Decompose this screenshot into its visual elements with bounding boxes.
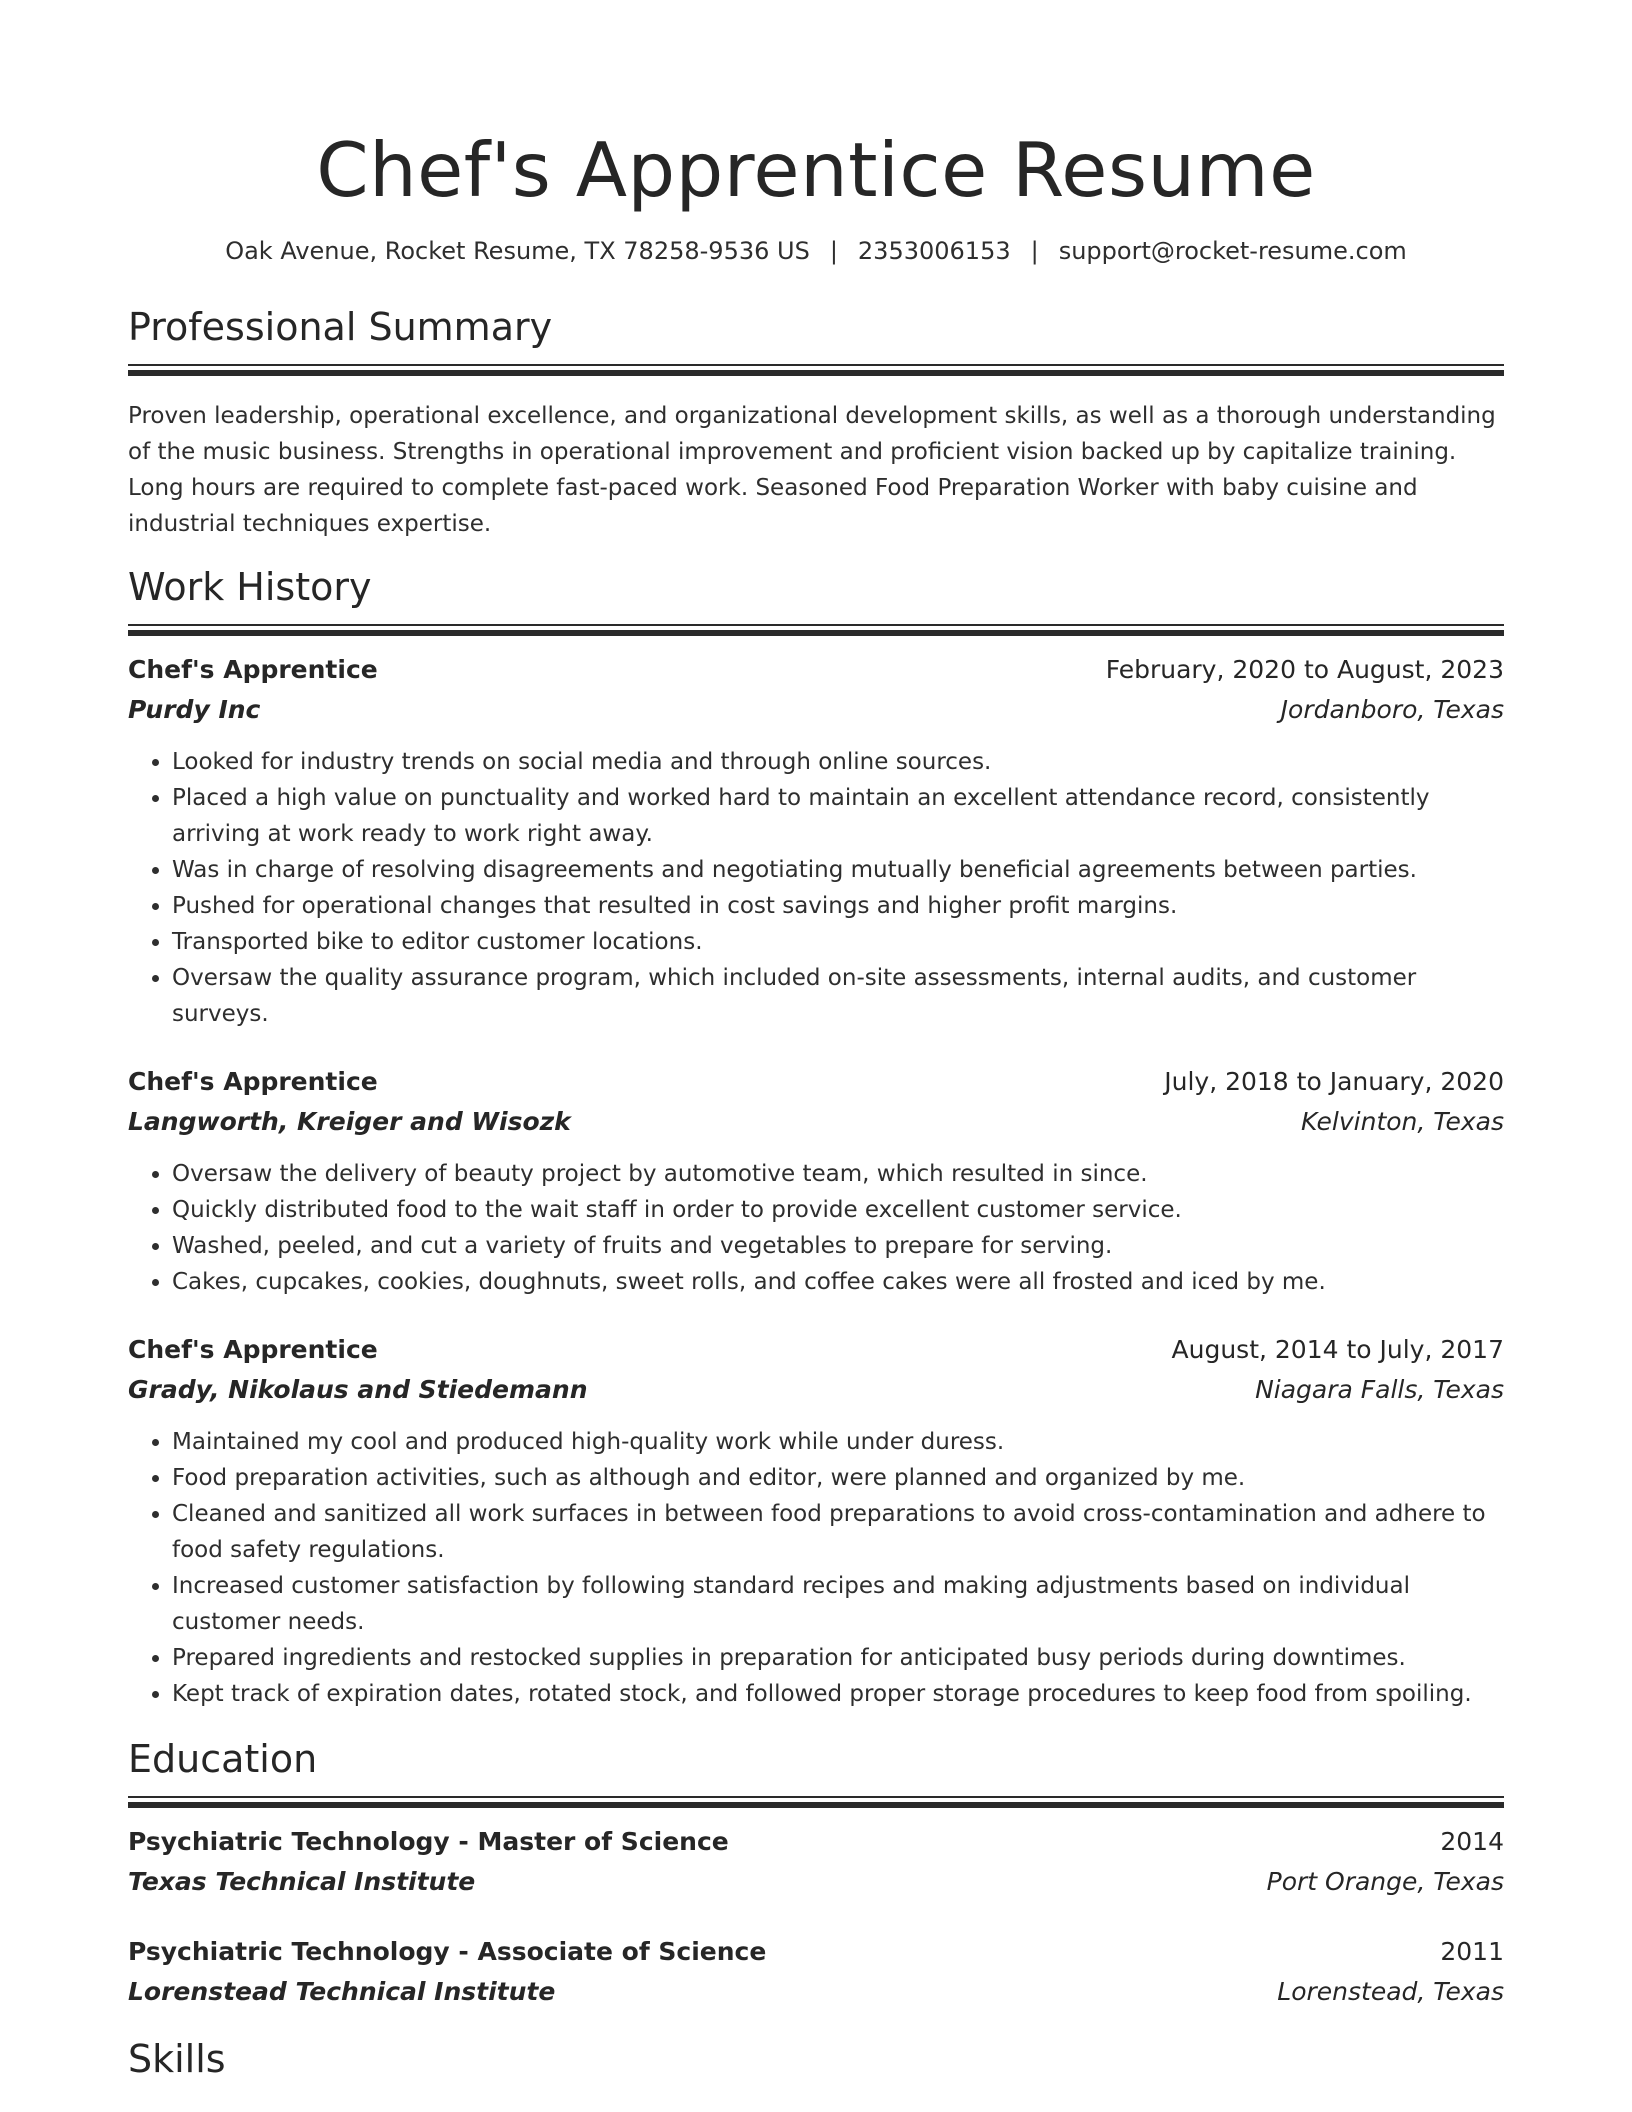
skills-section: [128, 2034, 1504, 2084]
job-location: Kelvinton, Texas: [1301, 1107, 1504, 1136]
contact-separator: |: [829, 237, 838, 265]
education-school-row: [128, 1972, 1504, 2012]
section-heading-skills: Skills: [128, 2037, 226, 2081]
resume-title: Chef's Apprentice Resume: [316, 126, 1316, 214]
section-divider: [128, 1796, 1504, 1806]
section-divider: [128, 364, 1504, 374]
job-company-row: [128, 690, 1504, 730]
education-year: 2011: [1440, 1937, 1504, 1966]
job-header-row: [128, 1330, 1504, 1370]
job-company: Purdy Inc: [128, 695, 261, 724]
education-entry: [128, 1822, 1504, 1902]
section-divider: [128, 624, 1504, 634]
work-history-section: [128, 562, 1504, 1712]
job-bullet-list: [128, 744, 1504, 1032]
education-school-row: [128, 1862, 1504, 1902]
section-heading-work-history: Work History: [128, 565, 372, 609]
education-entry: [128, 1932, 1504, 2012]
job-company: Langworth, Kreiger and Wisozk: [128, 1107, 571, 1136]
resume-page: [128, 0, 1504, 2084]
job-header-row: [128, 650, 1504, 690]
contact-line: [128, 234, 1504, 268]
job-header-row: [128, 1062, 1504, 1102]
job-entry: [128, 650, 1504, 1032]
section-heading-education: Education: [128, 1737, 318, 1781]
job-bullet-list: [128, 1156, 1504, 1300]
job-bullet: • Oversaw the delivery of beauty project by automotive team, which resulted in since.: [172, 1156, 1504, 1192]
job-bullet: • Transported bike to editor customer locations.: [172, 924, 1504, 960]
job-dates: July, 2018 to January, 2020: [1164, 1067, 1504, 1096]
job-bullet: • Placed a high value on punctuality and worked hard to maintain an excellent attendance record, consistently arriving at work ready to work right away.: [172, 780, 1504, 852]
job-bullet: • Cakes, cupcakes, cookies, doughnuts, sweet rolls, and coffee cakes were all frosted and iced by me.: [172, 1264, 1504, 1300]
job-dates: February, 2020 to August, 2023: [1105, 655, 1504, 684]
contact-separator: |: [1030, 237, 1039, 265]
job-title: Chef's Apprentice: [128, 655, 378, 684]
job-bullet-list: [128, 1424, 1504, 1712]
education-degree: Psychiatric Technology - Associate of Science: [128, 1937, 767, 1966]
job-location: Jordanboro, Texas: [1280, 695, 1504, 724]
job-bullet: • Food preparation activities, such as although and editor, were planned and organized by me.: [172, 1460, 1504, 1496]
summary-text: Proven leadership, operational excellence, and organizational development skills, as well as a thorough understanding of the music business. Strengths in operational improvement and proficient vision backed up by capitalize training. Long hours are required to complete fast-paced work. Seasoned Food Preparation Worker with baby cuisine and industrial techniques expertise.: [128, 403, 1496, 537]
job-company-row: [128, 1102, 1504, 1142]
job-bullet: • Looked for industry trends on social media and through online sources.: [172, 744, 1504, 780]
job-bullet: • Oversaw the quality assurance program, which included on-site assessments, internal audits, and customer surveys.: [172, 960, 1504, 1032]
job-dates: August, 2014 to July, 2017: [1171, 1335, 1504, 1364]
job-title: Chef's Apprentice: [128, 1335, 378, 1364]
job-location: Niagara Falls, Texas: [1255, 1375, 1504, 1404]
summary-section: [128, 302, 1504, 542]
job-bullet: • Prepared ingredients and restocked supplies in preparation for anticipated busy periods during downtimes.: [172, 1640, 1504, 1676]
education-location: Port Orange, Texas: [1266, 1867, 1504, 1896]
job-bullet: • Cleaned and sanitized all work surfaces in between food preparations to avoid cross-contamination and adhere to food safety regulations.: [172, 1496, 1504, 1568]
education-school: Texas Technical Institute: [128, 1867, 476, 1896]
job-entry: [128, 1062, 1504, 1300]
job-bullet: • Maintained my cool and produced high-quality work while under duress.: [172, 1424, 1504, 1460]
job-company-row: [128, 1370, 1504, 1410]
job-bullet: • Quickly distributed food to the wait staff in order to provide excellent customer service.: [172, 1192, 1504, 1228]
education-header-row: [128, 1932, 1504, 1972]
education-header-row: [128, 1822, 1504, 1862]
job-bullet: • Pushed for operational changes that resulted in cost savings and higher profit margins.: [172, 888, 1504, 924]
contact-email: support@rocket-resume.com: [1058, 237, 1407, 265]
job-company: Grady, Nikolaus and Stiedemann: [128, 1375, 588, 1404]
education-section: [128, 1734, 1504, 2012]
job-title: Chef's Apprentice: [128, 1067, 378, 1096]
education-degree: Psychiatric Technology - Master of Science: [128, 1827, 729, 1856]
section-heading-summary: Professional Summary: [128, 305, 553, 349]
education-year: 2014: [1440, 1827, 1504, 1856]
job-entry: [128, 1330, 1504, 1712]
contact-address: Oak Avenue, Rocket Resume, TX 78258-9536 US: [225, 237, 810, 265]
education-location: Lorenstead, Texas: [1277, 1977, 1504, 2006]
job-bullet: • Increased customer satisfaction by following standard recipes and making adjustments based on individual customer needs.: [172, 1568, 1504, 1640]
contact-phone: 2353006153: [857, 237, 1011, 265]
job-bullet: • Was in charge of resolving disagreements and negotiating mutually beneficial agreements between parties.: [172, 852, 1504, 888]
job-bullet: • Washed, peeled, and cut a variety of fruits and vegetables to prepare for serving.: [172, 1228, 1504, 1264]
job-bullet: • Kept track of expiration dates, rotated stock, and followed proper storage procedures to keep food from spoiling.: [172, 1676, 1504, 1712]
education-school: Lorenstead Technical Institute: [128, 1977, 556, 2006]
